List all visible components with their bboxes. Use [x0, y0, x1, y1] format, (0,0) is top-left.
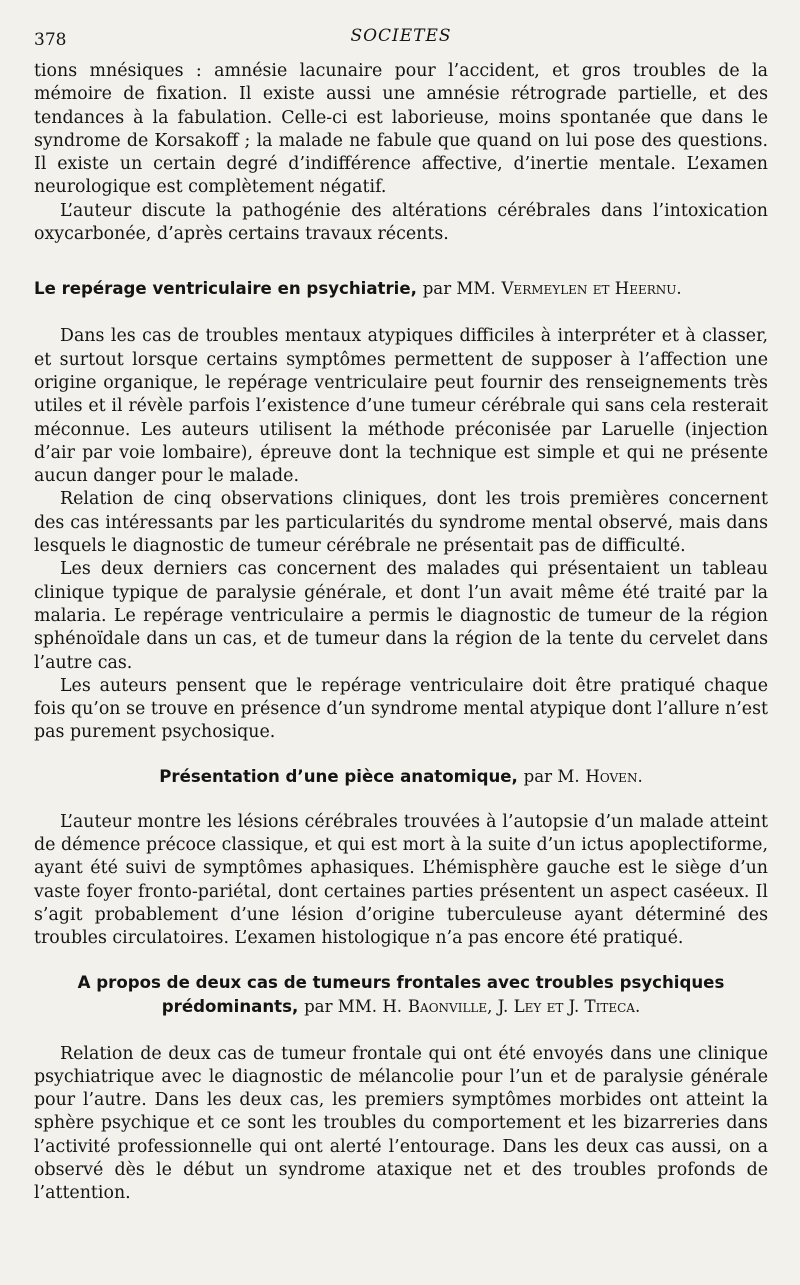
- body-paragraph: Les auteurs pensent que le repérage ventriculaire doit être pratiqué chaque fois qu’on se trouve en présence d’un syndrome mental atypique dont l’allure n’est pas purement psychosique.: [34, 675, 768, 743]
- section-authors: Hoven.: [585, 766, 643, 786]
- body-paragraph: Les deux derniers cas concernent des malades qui présentaient un tableau clinique typique de paralysie générale, et dont l’un avait même été traité par la malaria. Le repérage ventriculaire a permis le diagnostic de tumeur de la région sphénoïdale dans un cas, et de tumeur dans la région de la tente du cervelet dans l’autre cas.: [34, 559, 768, 673]
- section-authors: Baonville, J. Ley et J. Titeca.: [407, 996, 641, 1016]
- page-number: 378: [34, 30, 67, 50]
- journal-title: SOCIETES: [350, 26, 452, 46]
- section-title: [34, 277, 768, 301]
- body-paragraph: L’auteur montre les lésions cérébrales trouvées à l’autopsie d’un malade atteint de démence précoce classique, et qui est mort à la suite d’un ictus apoplectiforme, ayant été suivi de symptômes aphasiques. L’hémisphère gauche est le siège d’un vaste foyer fronto-pariétal, dont certaines parties présentent un aspect caséeux. Il s’agit probablement d’une lésion d’origine tuberculeuse ayant déterminé des troubles circulatoires. L’examen histologique n’a pas encore été pratiqué.: [34, 811, 768, 949]
- section-title-by: par MM.: [422, 279, 496, 299]
- page: [34, 26, 768, 1206]
- section-title-line2: prédominants,: [161, 996, 299, 1016]
- section-authors: Vermeylen et Heernu.: [501, 279, 682, 299]
- continuation-paragraph: tions mnésiques : amnésie lacunaire pour l’accident, et gros troubles de la mémoire de fixation. Il existe aussi une amnésie rétrograde partielle, et des tendances à la fabulation. Celle-ci est laborieuse, moins spontanée que dans le syndrome de Korsakoff ; la malade ne fabule que quand on lui pose des questions. Il existe un certain degré d’indifférence affective, d’inertie mentale. L’examen neurologique est complètement négatif.: [34, 61, 768, 198]
- running-header: [34, 26, 768, 60]
- body-paragraph: Dans les cas de troubles mentaux atypiques difficiles à interpréter et à classer, et surtout lorsque certains symptômes permettent de supposer à l’affection une origine organique, le repérage ventriculaire peut fournir des renseignements très utiles et il révèle parfois l’existence d’une tumeur cérébrale qui sans cela resterait méconnue. Les auteurs utilisent la méthode préconisée par Laruelle (injection d’air par voie lombaire), épreuve dont la technique est simple et qui ne présente aucun danger pour le malade.: [34, 326, 768, 487]
- section-title-line1: A propos de deux cas de tumeurs frontales avec troubles psychiques: [77, 972, 725, 992]
- section-title-by: par M.: [523, 766, 580, 786]
- section-title: [34, 765, 768, 789]
- continuation-paragraph: L’auteur discute la pathogénie des altérations cérébrales dans l’intoxication oxycarbonée, d’après certains travaux récents.: [34, 200, 768, 245]
- section-title-text: Présentation d’une pièce anatomique,: [159, 766, 518, 786]
- section-title: [34, 971, 768, 1019]
- section-title-by: par MM. H.: [304, 996, 403, 1016]
- body-paragraph: Relation de deux cas de tumeur frontale qui ont été envoyés dans une clinique psychiatrique avec le diagnostic de mélancolie pour l’un et de paralysie générale pour l’autre. Dans les deux cas, les premiers symptômes morbides ont atteint la sphère psychique et ce sont les troubles du comportement et les bizarreries dans l’activité professionnelle qui ont alerté l’entourage. Dans les deux cas aussi, on a observé dès le début un syndrome ataxique net et des troubles profonds de l’attention.: [34, 1043, 768, 1204]
- body-paragraph: Relation de cinq observations cliniques, dont les trois premières concernent des cas intéressants par les particularités du syndrome mental observé, mais dans lesquels le diagnostic de tumeur cérébrale ne présentait pas de difficulté.: [34, 489, 768, 557]
- section-title-text: Le repérage ventriculaire en psychiatrie,: [34, 279, 417, 299]
